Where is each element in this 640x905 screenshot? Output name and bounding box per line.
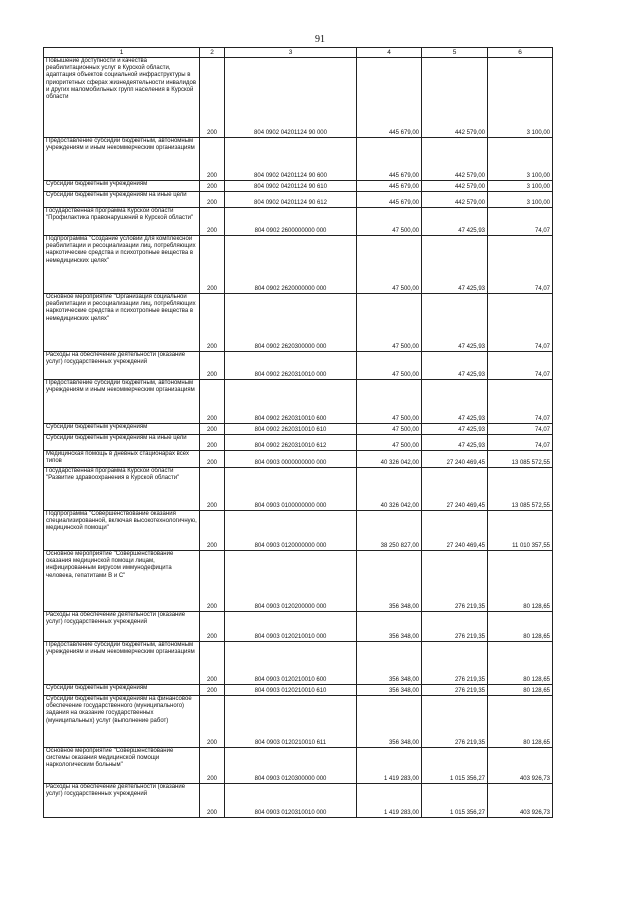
table-row <box>44 192 553 208</box>
row-amount-6: 11 010 357,55 <box>488 511 553 551</box>
row-amount-4: 1 419 283,00 <box>357 748 422 784</box>
row-code: 804 0902 04201124 90 000 <box>225 58 357 138</box>
table-row <box>44 468 553 511</box>
row-code: 804 0903 0120200000 000 <box>225 551 357 612</box>
row-amount-5: 276 219,35 <box>422 551 488 612</box>
row-amount-4: 47 500,00 <box>357 208 422 236</box>
header-col-3: 3 <box>225 48 357 58</box>
row-name: Субсидии бюджетным учреждениям на финансовое обеспечение государственного (муниципального) задания на оказание государственных (муниципальных) услуг (выполнение работ) <box>44 696 200 748</box>
row-code: 804 0903 0100000000 000 <box>225 468 357 511</box>
row-name: Субсидии бюджетным учреждениям на иные цели <box>44 192 200 208</box>
row-amount-5: 47 425,93 <box>422 294 488 352</box>
row-col2: 200 <box>200 58 225 138</box>
table-row <box>44 138 553 181</box>
row-code: 804 0902 2620000000 000 <box>225 236 357 294</box>
row-amount-5: 442 579,00 <box>422 58 488 138</box>
row-amount-4: 445 679,00 <box>357 58 422 138</box>
row-amount-6: 3 100,00 <box>488 138 553 181</box>
row-amount-6: 74,07 <box>488 424 553 435</box>
row-amount-4: 47 500,00 <box>357 236 422 294</box>
header-col-4: 4 <box>357 48 422 58</box>
row-amount-6: 74,07 <box>488 352 553 380</box>
row-code: 804 0903 0120210010 600 <box>225 642 357 685</box>
row-amount-5: 276 219,35 <box>422 685 488 696</box>
row-name: Основное мероприятие "Организация социальной реабилитации и ресоциализации лиц, потребляющих наркотические средства и психотропные вещества в немедицинских целях" <box>44 294 200 352</box>
row-amount-4: 445 679,00 <box>357 181 422 192</box>
row-name: Предоставление субсидий бюджетным, автономным учреждениям и иным некоммерческим организациям <box>44 380 200 424</box>
row-amount-5: 442 579,00 <box>422 138 488 181</box>
row-amount-6: 80 128,65 <box>488 685 553 696</box>
table-row <box>44 784 553 818</box>
row-code: 804 0902 2620310010 600 <box>225 380 357 424</box>
row-amount-6: 80 128,65 <box>488 642 553 685</box>
row-col2: 200 <box>200 294 225 352</box>
row-amount-4: 47 500,00 <box>357 424 422 435</box>
row-code: 804 0902 04201124 90 600 <box>225 138 357 181</box>
header-col-5: 5 <box>422 48 488 58</box>
row-amount-6: 74,07 <box>488 435 553 451</box>
row-col2: 200 <box>200 352 225 380</box>
row-col2: 200 <box>200 192 225 208</box>
row-amount-4: 356 348,00 <box>357 685 422 696</box>
row-amount-5: 27 240 469,45 <box>422 451 488 468</box>
row-code: 804 0903 0000000000 000 <box>225 451 357 468</box>
row-amount-5: 47 425,93 <box>422 380 488 424</box>
row-col2: 200 <box>200 451 225 468</box>
row-amount-5: 47 425,93 <box>422 352 488 380</box>
row-amount-4: 356 348,00 <box>357 696 422 748</box>
row-name: Расходы на обеспечение деятельности (оказание услуг) государственных учреждений <box>44 784 200 818</box>
table-row <box>44 181 553 192</box>
header-col-6: 6 <box>488 48 553 58</box>
row-amount-6: 80 128,65 <box>488 612 553 642</box>
header-row <box>44 48 553 58</box>
table-row <box>44 294 553 352</box>
row-amount-5: 1 015 356,27 <box>422 784 488 818</box>
row-code: 804 0902 2600000000 000 <box>225 208 357 236</box>
row-name: Государственная программа Курской области "Развитие здравоохранения в Курской области" <box>44 468 200 511</box>
table-row <box>44 511 553 551</box>
row-col2: 200 <box>200 380 225 424</box>
row-code: 804 0902 2620310010 000 <box>225 352 357 380</box>
row-code: 804 0903 0120000000 000 <box>225 511 357 551</box>
row-amount-4: 1 419 283,00 <box>357 784 422 818</box>
row-amount-4: 47 500,00 <box>357 435 422 451</box>
table-row <box>44 551 553 612</box>
table-row <box>44 642 553 685</box>
row-code: 804 0903 0120310010 000 <box>225 784 357 818</box>
row-col2: 200 <box>200 784 225 818</box>
row-name: Подпрограмма "Совершенствование оказания специализированной, включая высокотехнологичную, медицинской помощи" <box>44 511 200 551</box>
row-amount-4: 47 500,00 <box>357 294 422 352</box>
row-amount-4: 47 500,00 <box>357 380 422 424</box>
row-code: 804 0902 04201124 90 612 <box>225 192 357 208</box>
row-amount-5: 1 015 356,27 <box>422 748 488 784</box>
row-col2: 200 <box>200 435 225 451</box>
table-row <box>44 58 553 138</box>
row-amount-5: 47 425,93 <box>422 208 488 236</box>
table-row <box>44 612 553 642</box>
table-row <box>44 208 553 236</box>
row-amount-6: 403 926,73 <box>488 748 553 784</box>
row-code: 804 0902 04201124 90 610 <box>225 181 357 192</box>
row-name: Предоставление субсидий бюджетным, автономным учреждениям и иным некоммерческим организациям <box>44 138 200 181</box>
row-col2: 200 <box>200 511 225 551</box>
row-amount-5: 276 219,35 <box>422 696 488 748</box>
row-amount-4: 40 326 042,00 <box>357 468 422 511</box>
page-number: 91 <box>315 34 325 45</box>
row-name: Государственная программа Курской области "Профилактика правонарушений в Курской области" <box>44 208 200 236</box>
row-col2: 200 <box>200 236 225 294</box>
row-amount-5: 47 425,93 <box>422 424 488 435</box>
header-col-1: 1 <box>44 48 200 58</box>
table-row <box>44 424 553 435</box>
row-code: 804 0902 2620310010 610 <box>225 424 357 435</box>
row-code: 804 0903 0120210010 000 <box>225 612 357 642</box>
row-name: Повышение доступности и качества реабилитационных услуг в Курской области, адаптация объектов социальной инфраструктуры в приоритетных сферах жизнедеятельности инвалидов и других маломобильных групп населения в Курской области <box>44 58 200 138</box>
row-name: Расходы на обеспечение деятельности (оказание услуг) государственных учреждений <box>44 612 200 642</box>
row-name: Предоставление субсидий бюджетным, автономным учреждениям и иным некоммерческим организациям <box>44 642 200 685</box>
row-name: Расходы на обеспечение деятельности (оказание услуг) государственных учреждений <box>44 352 200 380</box>
row-amount-4: 47 500,00 <box>357 352 422 380</box>
row-name: Подпрограмма "Создание условий для комплексной реабилитации и ресоциализации лиц, потребляющих наркотические средства и психотропные вещества в немедицинских целях" <box>44 236 200 294</box>
row-amount-6: 3 100,00 <box>488 192 553 208</box>
row-amount-5: 47 425,93 <box>422 236 488 294</box>
row-amount-5: 442 579,00 <box>422 192 488 208</box>
row-col2: 200 <box>200 468 225 511</box>
row-name: Основное мероприятие "Совершенствование оказания медицинской помощи лицам, инфицированным вирусом иммунодефицита человека, гепатитами В и С" <box>44 551 200 612</box>
row-code: 804 0902 2620310010 612 <box>225 435 357 451</box>
row-name: Субсидии бюджетным учреждениям <box>44 424 200 435</box>
row-amount-4: 356 348,00 <box>357 612 422 642</box>
row-amount-6: 74,07 <box>488 236 553 294</box>
row-name: Основное мероприятие "Совершенствование системы оказания медицинской помощи наркологическим больным" <box>44 748 200 784</box>
row-code: 804 0903 0120210010 611 <box>225 696 357 748</box>
table-row <box>44 748 553 784</box>
row-amount-4: 40 326 042,00 <box>357 451 422 468</box>
row-amount-5: 27 240 469,45 <box>422 468 488 511</box>
row-amount-6: 3 100,00 <box>488 58 553 138</box>
table-row <box>44 685 553 696</box>
row-name: Медицинская помощь в дневных стационарах всех типов <box>44 451 200 468</box>
row-amount-4: 445 679,00 <box>357 192 422 208</box>
row-col2: 200 <box>200 748 225 784</box>
table-row <box>44 435 553 451</box>
row-name: Субсидии бюджетным учреждениям <box>44 685 200 696</box>
budget-table <box>43 47 553 818</box>
row-amount-4: 356 348,00 <box>357 642 422 685</box>
row-amount-6: 80 128,65 <box>488 696 553 748</box>
row-col2: 200 <box>200 551 225 612</box>
row-col2: 200 <box>200 424 225 435</box>
row-name: Субсидии бюджетным учреждениям на иные цели <box>44 435 200 451</box>
table-row <box>44 696 553 748</box>
row-col2: 200 <box>200 685 225 696</box>
header-col-2: 2 <box>200 48 225 58</box>
row-amount-4: 38 250 827,00 <box>357 511 422 551</box>
table-row <box>44 451 553 468</box>
row-code: 804 0903 0120300000 000 <box>225 748 357 784</box>
row-amount-5: 276 219,35 <box>422 612 488 642</box>
row-col2: 200 <box>200 612 225 642</box>
row-amount-4: 445 679,00 <box>357 138 422 181</box>
row-name: Субсидии бюджетным учреждениям <box>44 181 200 192</box>
row-col2: 200 <box>200 642 225 685</box>
row-amount-5: 47 425,93 <box>422 435 488 451</box>
table-row <box>44 236 553 294</box>
row-col2: 200 <box>200 208 225 236</box>
table-row <box>44 380 553 424</box>
row-code: 804 0903 0120210010 610 <box>225 685 357 696</box>
row-amount-5: 442 579,00 <box>422 181 488 192</box>
row-amount-6: 74,07 <box>488 294 553 352</box>
row-amount-6: 403 926,73 <box>488 784 553 818</box>
row-col2: 200 <box>200 181 225 192</box>
row-amount-5: 276 219,35 <box>422 642 488 685</box>
row-code: 804 0902 2620300000 000 <box>225 294 357 352</box>
row-col2: 200 <box>200 138 225 181</box>
row-amount-6: 13 085 572,55 <box>488 468 553 511</box>
row-amount-6: 3 100,00 <box>488 181 553 192</box>
table-row <box>44 352 553 380</box>
row-col2: 200 <box>200 696 225 748</box>
row-amount-6: 74,07 <box>488 208 553 236</box>
row-amount-6: 74,07 <box>488 380 553 424</box>
row-amount-4: 356 348,00 <box>357 551 422 612</box>
row-amount-6: 13 085 572,55 <box>488 451 553 468</box>
row-amount-5: 27 240 469,45 <box>422 511 488 551</box>
row-amount-6: 80 128,65 <box>488 551 553 612</box>
